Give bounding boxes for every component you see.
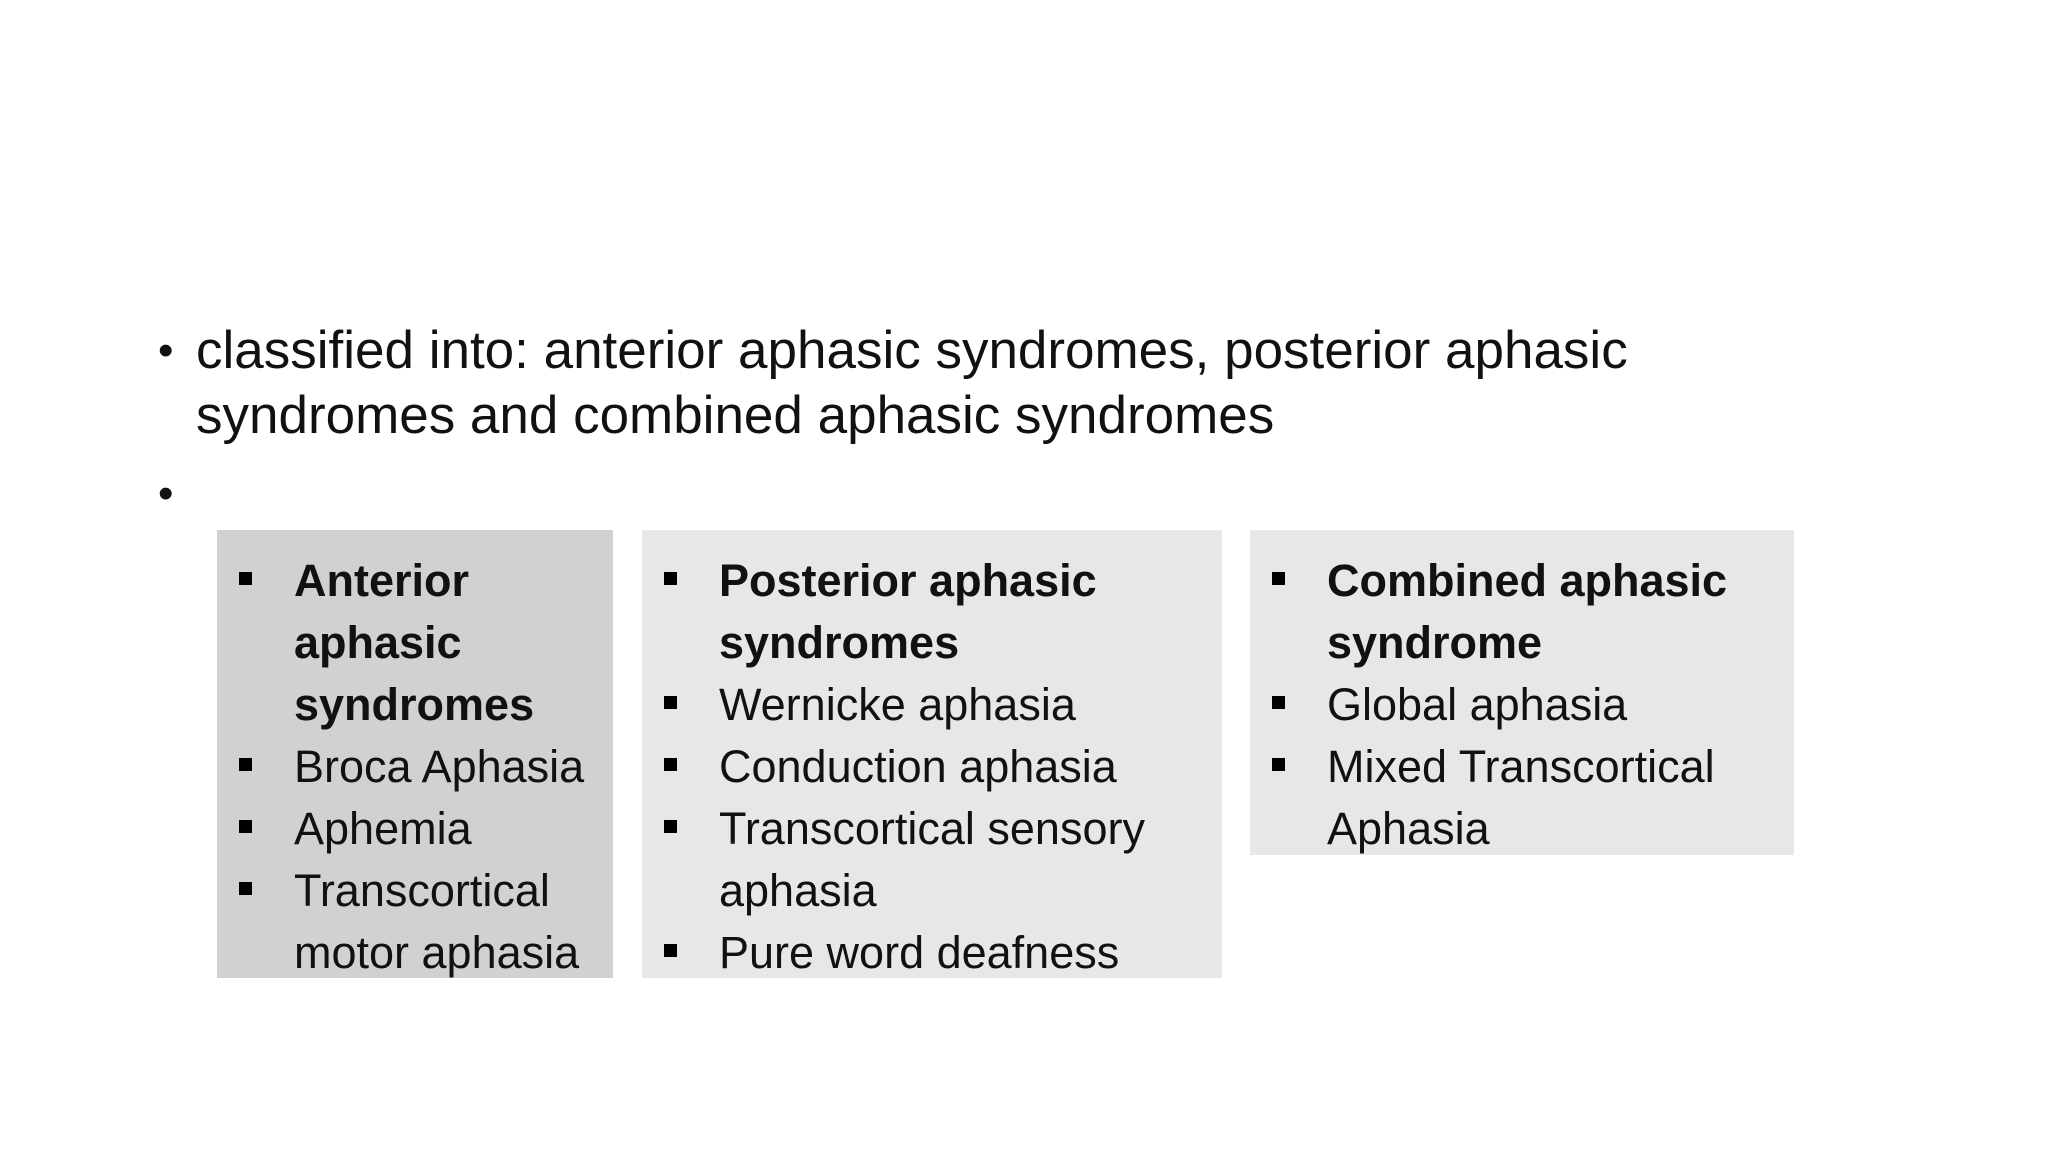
posterior-item-transcortical-sensory: Transcortical sensory aphasia <box>719 803 1145 916</box>
square-bullet-icon <box>664 572 677 585</box>
square-bullet-icon <box>239 572 252 585</box>
posterior-item-pure-word-deafness: Pure word deafness <box>719 927 1120 978</box>
posterior-heading: Posterior aphasic syndromes <box>719 555 1097 668</box>
classification-text: classified into: anterior aphasic syndromes, posterior aphasic syndromes and combined aphasic syndromes <box>196 321 1628 445</box>
square-bullet-icon <box>1272 572 1285 585</box>
empty-bullet: • <box>158 469 174 518</box>
combined-heading: Combined aphasic syndrome <box>1327 555 1728 668</box>
square-bullet-icon <box>664 696 677 709</box>
combined-item-global: Global aphasia <box>1327 679 1628 730</box>
square-bullet-icon <box>664 758 677 771</box>
bullet-dot: • <box>158 326 174 375</box>
anterior-item-aphemia: Aphemia <box>294 803 472 854</box>
anterior-syndromes-box <box>217 530 613 978</box>
square-bullet-icon <box>1272 758 1285 771</box>
combined-item-mixed-transcortical: Mixed Transcortical Aphasia <box>1327 741 1715 854</box>
square-bullet-icon <box>664 820 677 833</box>
anterior-heading: Anterior aphasic syndromes <box>294 555 535 730</box>
anterior-item-broca: Broca Aphasia <box>294 741 585 792</box>
square-bullet-icon <box>239 882 252 895</box>
square-bullet-icon <box>239 820 252 833</box>
posterior-syndromes-box <box>642 530 1222 978</box>
posterior-item-conduction: Conduction aphasia <box>719 741 1117 792</box>
square-bullet-icon <box>664 944 677 957</box>
combined-syndromes-box <box>1250 530 1794 855</box>
posterior-item-wernicke: Wernicke aphasia <box>719 679 1076 730</box>
square-bullet-icon <box>1272 696 1285 709</box>
anterior-item-transcortical-motor: Transcortical motor aphasia <box>294 865 580 978</box>
square-bullet-icon <box>239 758 252 771</box>
